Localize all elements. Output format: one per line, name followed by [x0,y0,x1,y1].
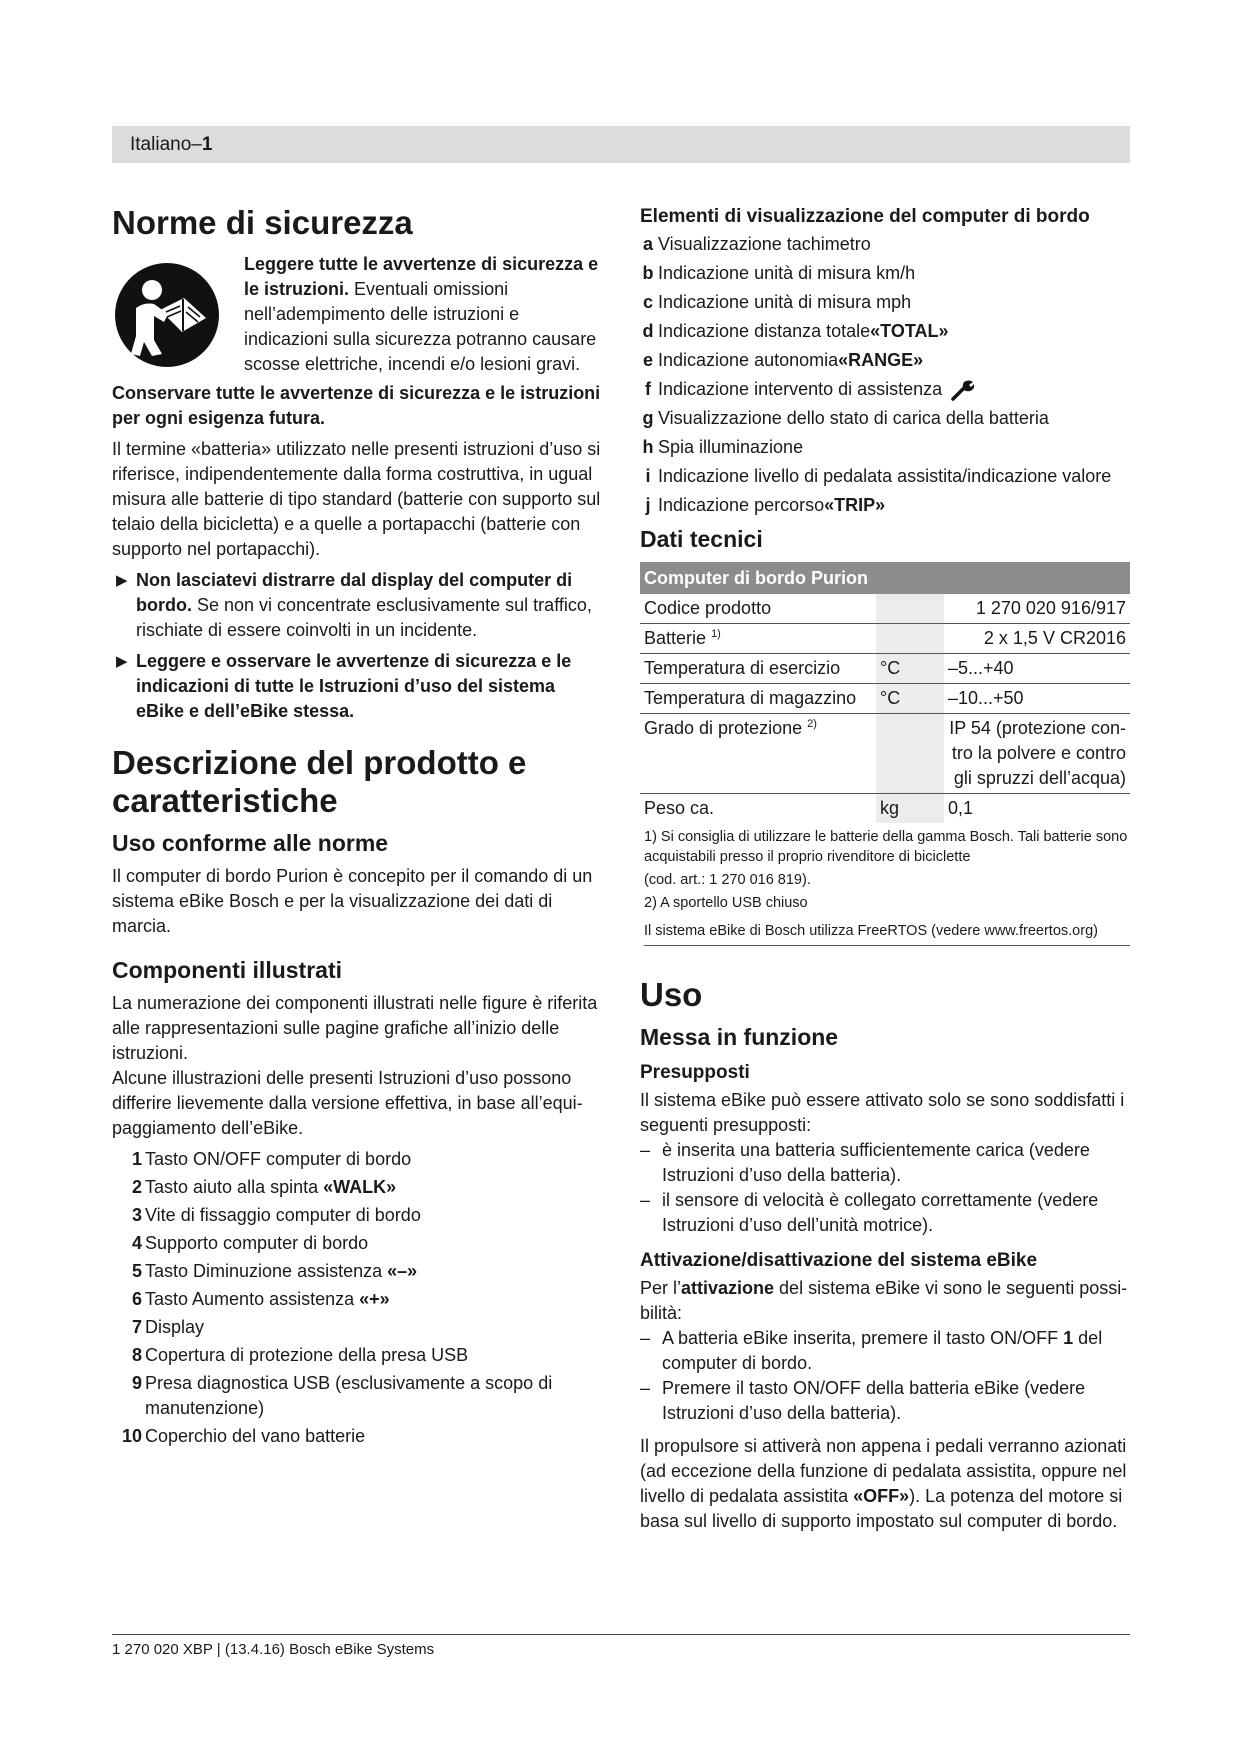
item-text: Vite di fissaggio computer di bordo [145,1205,421,1225]
item-text: Indicazione distanza totale [658,321,871,341]
uso-title: Uso [640,976,703,1013]
item-number: 5 [131,1261,142,1281]
item-text: il sensore di velocità è collegato correttamente (vedere Istruzioni d’uso dell’unità motrice). [662,1190,1099,1235]
activation-post: del sistema eBike vi sono le seguenti possibilità: [640,1278,1128,1323]
item-number: 7 [131,1317,142,1337]
intended-use-title: Uso conforme alle norme [112,830,389,856]
row-value: –5...+40 [944,654,1130,684]
header-language: Italiano [130,134,192,155]
item-key: i [645,466,651,486]
bullet-triangle-icon: ▶ [116,653,128,670]
warning-block [112,252,604,377]
read-manual-icon [114,262,220,368]
dash-mark: – [640,1378,651,1398]
list-item [112,1343,604,1368]
item-key: a [642,234,653,254]
safety-title: Norme di sicurezza [112,204,413,241]
item-number: 2 [131,1177,142,1197]
bullet-read [112,649,604,724]
table-row [640,654,1130,684]
item-text: Copertura di protezione della presa USB [145,1345,469,1365]
propulsion-post: ). La potenza del motore si basa sul livello di supporto impostato sul computer di bordo. [640,1486,1123,1531]
footnote-2: 2) A sportello USB chiuso [644,895,808,911]
row-label: Codice prodotto [644,598,772,618]
bullet-triangle-icon: ▶ [116,572,128,589]
item-bold: «TRIP» [824,495,886,515]
display-elements-title: Elementi di visualizzazione del computer di bordo [640,206,1090,227]
description-title: Descrizione del prodotto e caratteristiche [112,744,527,819]
item-text: Supporto computer di bordo [145,1233,369,1253]
list-item [640,319,1130,344]
propulsion-text [640,1434,1130,1534]
row-value: –10...+50 [944,684,1130,714]
list-item [640,377,1130,402]
list-item [112,1424,604,1449]
left-column [112,196,604,1452]
footnote-1: 1) Si consiglia di utilizzare le batterie della gamma Bosch. Tali batterie sono acquistabili presso il proprio rivenditore di biciclette [644,829,1128,865]
row-label: Temperatura di magazzino [644,688,857,708]
propulsion-pre: Il propulsore si attiverà non appena i pedali verranno azionati (ad eccezione della funzione di pedalata assistita, oppure nel livello di pedalata assistita [640,1436,1127,1506]
item-bold: «–» [387,1261,418,1281]
item-text: Indicazione livello di pedalata assistita/indicazione valore [658,466,1112,486]
item-key: c [642,292,653,312]
list-item [640,1138,1130,1188]
row-label: Peso ca. [644,798,715,818]
list-item [112,1371,604,1421]
item-text: Tasto ON/OFF computer di bordo [145,1149,412,1169]
row-unit: °C [876,654,944,684]
item-text: Indicazione unità di misura mph [658,292,912,312]
list-item [640,290,1130,315]
messa-title: Messa in funzione [640,1024,839,1050]
list-item [640,1376,1130,1426]
item-text: Indicazione percorso [658,495,825,515]
warning-body: Eventuali omissioni nell’adempimento delle istruzioni e indicazioni sulla sicurezza potranno causare scosse elettriche, incendi e/o lesioni gravi. [244,279,597,374]
item-bold: «+» [359,1289,390,1309]
item-number: 10 [121,1426,142,1446]
list-item [640,1326,1130,1376]
table-row [640,794,1130,824]
item-key: f [645,379,651,399]
list-item [112,1175,604,1200]
item-key: b [642,263,654,283]
table-row [640,594,1130,624]
warning-text [234,252,604,377]
components-title: Componenti illustrati [112,957,342,983]
row-footnote-mark: 1) [711,628,721,640]
dash-mark: – [640,1328,651,1348]
item-bold: «TOTAL» [870,321,949,341]
activation-text [640,1276,1130,1326]
footnotes [640,827,1130,946]
tech-data-title: Dati tecnici [640,526,763,552]
item-text: Spia illuminazione [658,437,804,457]
battery-paragraph: Il termine «batteria» utilizzato nelle presenti istruzioni d’uso si riferisce, indipendentemente dalla forma costruttiva, in ugual misura alle batterie di tipo standard (batterie con supporto sul telaio della bicicletta) e a quelle a portapacchi (batterie con supporto nel portapacchi). [112,439,601,559]
activation-bold: attivazione [681,1278,775,1298]
display-elements-list [640,232,1130,518]
list-item [112,1231,604,1256]
dash-mark: – [640,1140,651,1160]
bullet-display-text: Se non vi concentrate esclusivamente sul traffico, rischiate di essere coinvolti in un incidente. [136,595,592,640]
list-item [640,493,1130,518]
components-list [112,1147,604,1449]
item-text: Display [145,1317,205,1337]
dash-mark: – [640,1190,651,1210]
list-item [112,1287,604,1312]
item-text: A batteria eBike inserita, premere il tasto ON/OFF [662,1328,1064,1348]
page-footer: 1 270 020 XBP | (13.4.16) Bosch eBike Systems [112,1641,435,1658]
row-value: 0,1 [948,798,974,818]
item-key: g [642,408,654,428]
item-text: è inserita una batteria sufficientemente carica (vedere Istruzioni d’uso della batteria). [662,1140,1090,1185]
row-label: Grado di protezione [644,718,803,738]
table-row [640,714,1130,794]
list-item [640,464,1130,489]
item-text: Coperchio del vano batterie [145,1426,366,1446]
presupposti-title: Presupposti [640,1062,750,1083]
header-separator: – [191,134,202,155]
bullet-display [112,568,604,643]
list-item [112,1147,604,1172]
right-column [640,196,1130,1534]
wrench-icon [950,378,976,402]
item-text: Visualizzazione dello stato di carica della batteria [658,408,1049,428]
intended-use-text: Il computer di bordo Purion è concepito per il comando di un sistema eBike Bosch e per la visualizzazione dei dati di marcia. [112,866,593,936]
list-item [640,261,1130,286]
tech-data-table [640,562,1130,823]
item-text: Indicazione autonomia [658,350,839,370]
item-text: del computer di bordo. [662,1328,1103,1373]
row-unit: kg [876,794,944,824]
list-item [112,1315,604,1340]
components-text-2: Alcune illustrazioni delle presenti Istruzioni d’uso possono differire lievemente dalla versione effettiva, in base all’equipaggiamento dell’eBike. [112,1068,583,1138]
row-unit: °C [876,684,944,714]
item-text: Tasto Aumento assistenza [145,1289,360,1309]
item-key: e [642,350,653,370]
presupposti-text: Il sistema eBike può essere attivato solo se sono soddisfatti i seguenti presupposti: [640,1090,1125,1135]
item-key: h [642,437,654,457]
components-text-1: La numerazione dei componenti illustrati nelle figure è riferita alle rappresentazioni sulle pagine grafiche all’inizio delle istruzioni. [112,993,598,1063]
list-item [640,406,1130,431]
row-footnote-mark: 2) [807,718,817,730]
list-item [640,232,1130,257]
freertos-note: Il sistema eBike di Bosch utilizza FreeRTOS (vedere www.freertos.org) [644,921,1130,946]
list-item [640,435,1130,460]
item-bold: 1 [1063,1328,1074,1348]
row-unit [876,714,944,794]
row-value: 1 270 020 916/917 [944,594,1130,624]
activation-title: Attivazione/disattivazione del sistema eBike [640,1250,1038,1271]
footer-rule [112,1634,1130,1635]
header-page-number: 1 [201,134,213,155]
warning-bold: Leggere tutte le avvertenze di sicurezza e le istruzioni. [244,254,599,299]
item-text: Visualizzazione tachimetro [658,234,871,254]
item-text: Tasto Diminuzione assistenza [145,1261,388,1281]
activation-pre: Per l’ [640,1278,682,1298]
table-header: Computer di bordo Purion [640,562,1130,594]
list-item [112,1203,604,1228]
item-text: Premere il tasto ON/OFF della batteria eBike (vedere Istruzioni d’uso della batteria). [662,1378,1086,1423]
propulsion-bold: «OFF» [853,1486,910,1506]
row-unit [876,594,944,624]
row-value: IP 54 (protezione contro la polvere e contro gli spruzzi dell’acqua) [944,714,1130,794]
keep-instructions [112,381,604,431]
item-number: 4 [131,1233,142,1253]
item-text: Indicazione unità di misura km/h [658,263,916,283]
item-text: Tasto aiuto alla spinta [145,1177,324,1197]
bullet-read-bold: Leggere e osservare le avvertenze di sicurezza e le indicazioni di tutte le Istruzioni d’uso del sistema eBike e dell’eBike stessa. [136,651,572,721]
row-unit [876,624,944,654]
bullet-display-bold: Non lasciatevi distrarre dal display del computer di bordo. [136,570,573,615]
item-bold: «RANGE» [838,350,924,370]
keep-instructions-bold: Conservare tutte le avvertenze di sicurezza e le istruzioni per ogni esigenza futura. [112,383,601,428]
row-label: Temperatura di esercizio [644,658,841,678]
item-bold: «WALK» [323,1177,397,1197]
item-text: Presa diagnostica USB (esclusivamente a scopo di manutenzione) [145,1373,553,1418]
footnote-1-code: (cod. art.: 1 270 016 819). [644,872,811,888]
item-number: 9 [131,1373,142,1393]
list-item [640,1188,1130,1238]
list-item [640,348,1130,373]
item-number: 6 [131,1289,142,1309]
item-number: 1 [131,1149,142,1169]
row-value: 2 x 1,5 V CR2016 [944,624,1130,654]
item-text: Indicazione intervento di assistenza [658,379,943,399]
item-key: j [645,495,651,515]
table-row [640,684,1130,714]
page-header [112,126,1130,163]
item-number: 3 [131,1205,142,1225]
table-row [640,624,1130,654]
row-label: Batterie [644,628,707,648]
list-item [112,1259,604,1284]
item-key: d [642,321,654,341]
item-number: 8 [131,1345,142,1365]
